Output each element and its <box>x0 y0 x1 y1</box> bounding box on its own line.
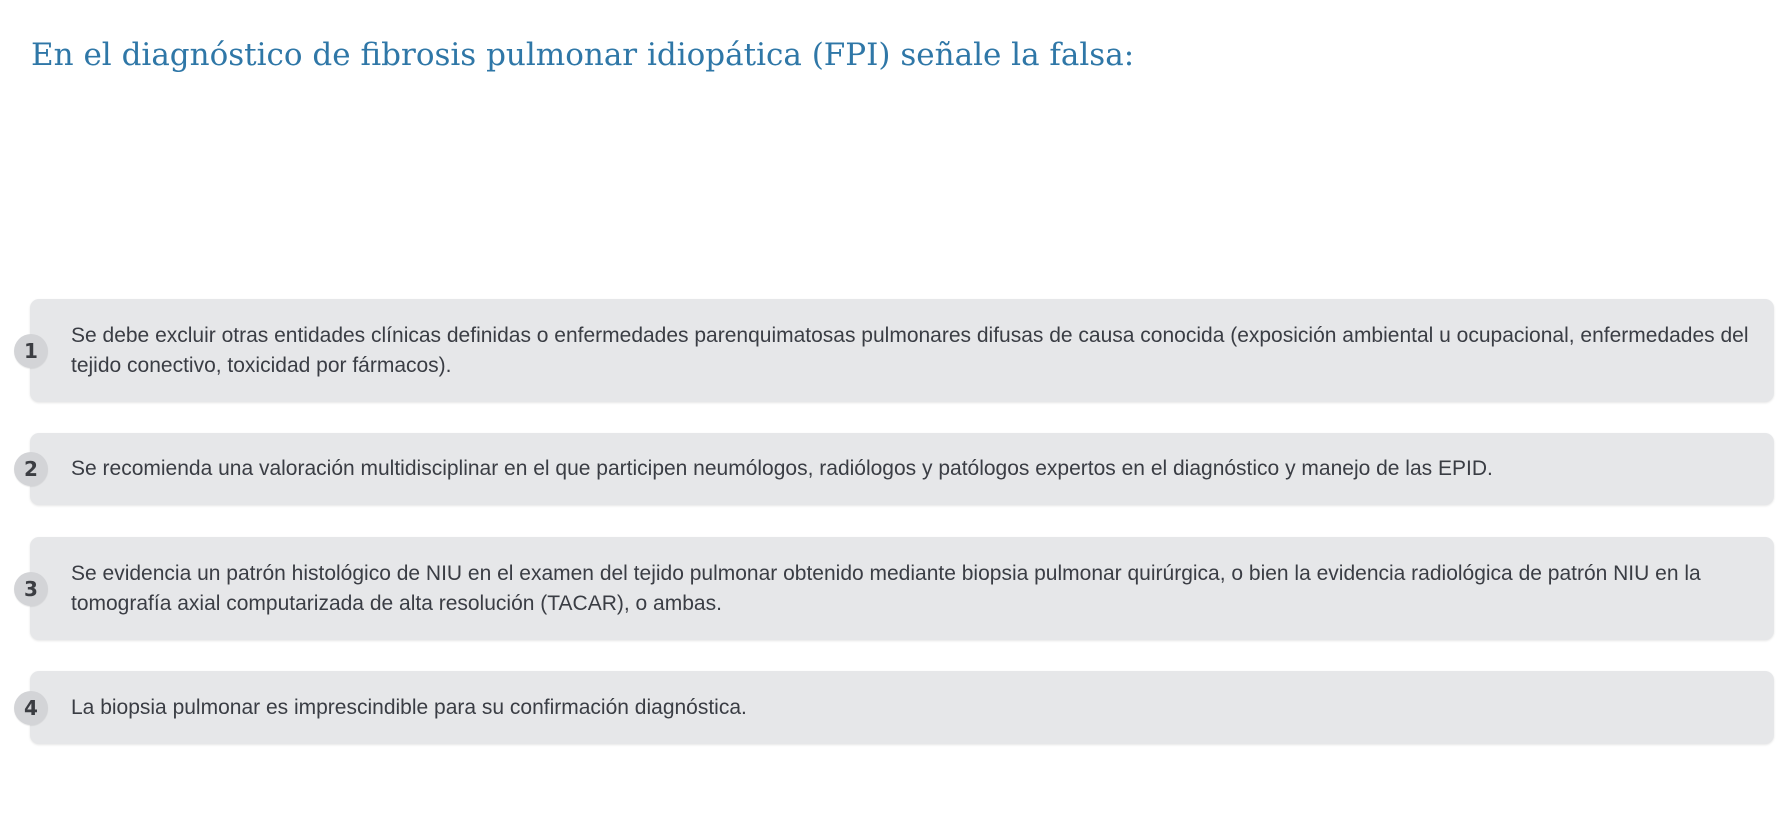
option-text: Se evidencia un patrón histológico de NIU en el examen del tejido pulmonar obtenido mediante biopsia pulmonar quirúrgica, o bien la evidencia radiológica de patrón NIU en la tomografía axial computarizada de alta resolución (TACAR), o ambas. <box>71 561 1701 615</box>
option-number-badge: 2 <box>14 452 48 486</box>
answer-option-2[interactable] <box>24 433 1774 505</box>
option-number-badge: 1 <box>14 334 48 368</box>
question-title: En el diagnóstico de fibrosis pulmonar idiopática (FPI) señale la falsa: <box>31 37 1135 73</box>
option-number-badge: 3 <box>14 572 48 606</box>
answer-option-3[interactable] <box>24 537 1774 640</box>
option-text: Se debe excluir otras entidades clínicas definidas o enfermedades parenquimatosas pulmonares difusas de causa conocida (exposición ambiental u ocupacional, enfermedades del tejido conectivo, toxicidad por fármacos). <box>71 323 1749 377</box>
option-number-badge: 4 <box>14 691 48 725</box>
option-text: Se recomienda una valoración multidisciplinar en el que participen neumólogos, radiólogos y patólogos expertos en el diagnóstico y manejo de las EPID. <box>71 457 1493 480</box>
answer-option-4[interactable] <box>24 671 1774 744</box>
answer-option-1[interactable] <box>24 299 1774 402</box>
option-text: La biopsia pulmonar es imprescindible para su confirmación diagnóstica. <box>71 695 747 719</box>
